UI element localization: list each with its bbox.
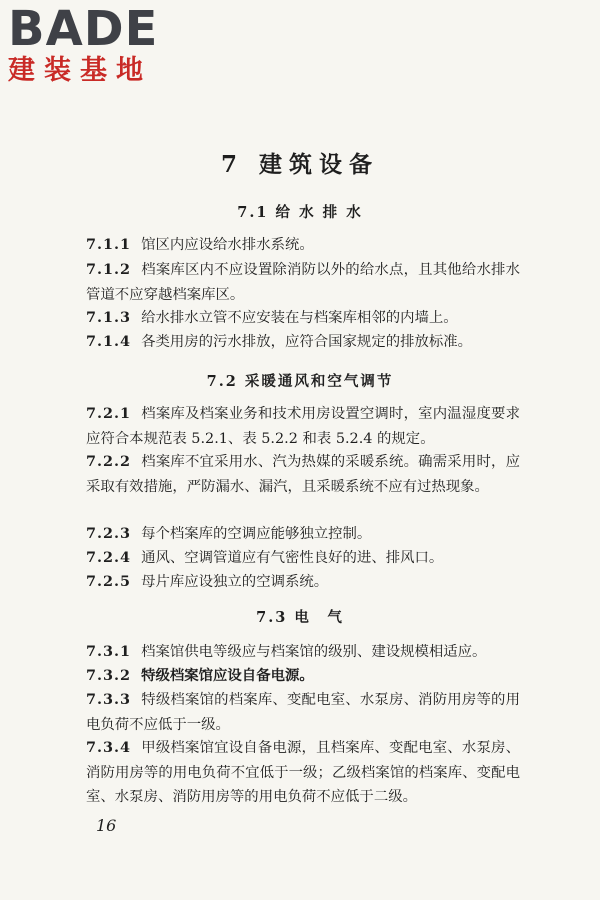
clause [86, 522, 520, 547]
clause-number: 7.3.2 [86, 667, 132, 684]
clause [86, 402, 520, 451]
clause [86, 306, 520, 331]
clause-number: 7.2.5 [86, 573, 132, 590]
clause-number: 7.2.4 [86, 549, 132, 566]
clause-text: 特级档案馆的档案库、变配电室、水泵房、消防用房等的用电负荷不应低于一级。 [86, 692, 520, 733]
clause [86, 450, 520, 499]
chapter-title: 7 建筑设备 [220, 151, 379, 178]
clause-text: 母片库应设独立的空调系统。 [141, 574, 329, 590]
page-number: 16 [96, 816, 117, 835]
clause [86, 664, 520, 689]
clause-number: 7.2.1 [86, 405, 132, 422]
logo-subtitle: 建装基地 [8, 55, 152, 86]
clause [86, 570, 520, 595]
clause-text: 档案库区内不应设置除消防以外的给水点，且其他给水排水管道不应穿越档案库区。 [86, 262, 520, 303]
clause-number: 7.2.2 [86, 453, 132, 470]
clause-number: 7.1.3 [86, 309, 132, 326]
clause-number: 7.1.2 [86, 261, 132, 278]
clause [86, 736, 520, 810]
clause [86, 688, 520, 737]
clause [86, 330, 520, 355]
clause [86, 546, 520, 571]
clause-text: 档案库及档案业务和技术用房设置空调时，室内温湿度要求应符合本规范表 5.2.1、表 5.2.2 和表 5.2.4 的规定。 [86, 406, 520, 447]
clause-number: 7.1.1 [86, 236, 132, 253]
clause-number: 7.1.4 [86, 333, 132, 350]
clause-text: 档案库不宜采用水、汽为热媒的采暖系统。确需采用时，应采取有效措施，严防漏水、漏汽，且采暖系统不应有过热现象。 [86, 454, 520, 495]
clause-text: 特级档案馆应设自备电源。 [141, 667, 314, 684]
clause [86, 258, 520, 307]
clause-number: 7.2.3 [86, 525, 132, 542]
clause-text: 通风、空调管道应有气密性良好的进、排风口。 [141, 550, 444, 566]
clause-text: 各类用房的污水排放，应符合国家规定的排放标准。 [141, 334, 473, 350]
clause-text: 每个档案库的空调应能够独立控制。 [141, 526, 372, 542]
logo-mark: BADE [8, 1, 159, 57]
clause-text: 档案馆供电等级应与档案馆的级别、建设规模相适应。 [141, 644, 487, 660]
section-heading: 7.3 电 气 [256, 609, 344, 626]
clause [86, 233, 520, 258]
logo [8, 1, 183, 86]
clause-text: 给水排水立管不应安装在与档案库相邻的内墙上。 [141, 310, 458, 326]
clause-number: 7.3.4 [86, 739, 132, 756]
section-heading: 7.2 采暖通风和空气调节 [206, 373, 394, 390]
clause-number: 7.3.1 [86, 643, 132, 660]
clause [86, 640, 520, 665]
section-heading: 7.1 给 水 排 水 [237, 204, 363, 221]
clause-text: 甲级档案馆宜设自备电源，且档案库、变配电室、水泵房、消防用房等的用电负荷不宜低于一级；乙级档案馆的档案库、变配电室、水泵房、消防用房等的用电负荷不应低于二级。 [86, 740, 520, 805]
clause-number: 7.3.3 [86, 691, 132, 708]
clause-text: 馆区内应设给水排水系统。 [141, 237, 314, 253]
